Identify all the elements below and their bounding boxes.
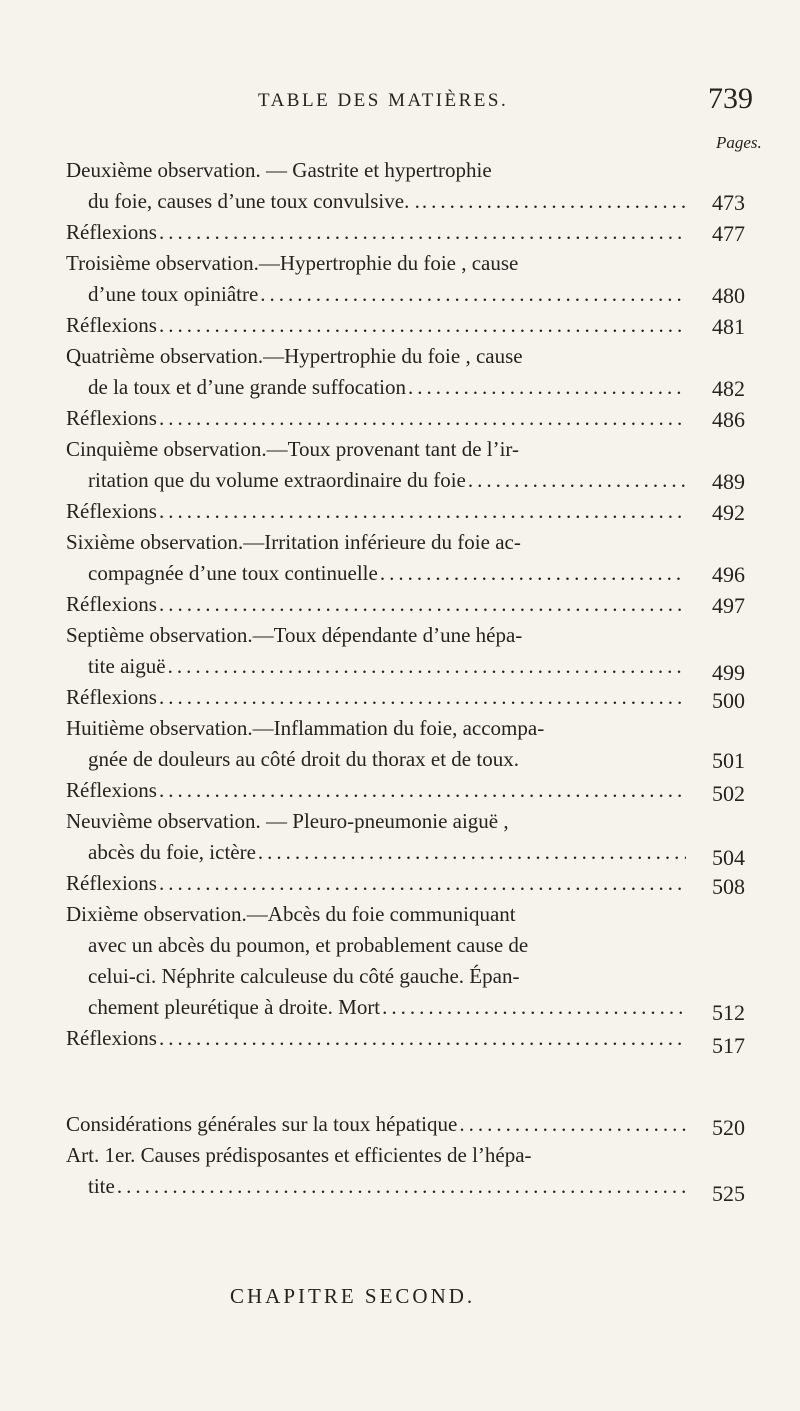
toc-page-number: 504 bbox=[712, 845, 745, 870]
toc-entry: gnée de douleurs au côté droit du thorax et de toux. bbox=[88, 747, 519, 771]
toc-entry: compagnée d’une toux continuelle ..... bbox=[88, 561, 686, 591]
toc-entry: du foie, causes d’une toux convulsive. . ..... bbox=[88, 189, 686, 219]
toc-entry-title: Sixième observation.—Irritation inférieure du foie ac- bbox=[66, 530, 521, 554]
toc-page-number: 500 bbox=[712, 688, 745, 713]
toc-entry-title: Septième observation.—Toux dépendante d’une hépa- bbox=[66, 623, 523, 647]
toc-page-number: 499 bbox=[712, 660, 745, 685]
toc-entry: Considérations générales sur la toux hépatique ..... bbox=[66, 1112, 686, 1142]
toc-entry: abcès du foie, ictère ..... bbox=[88, 840, 686, 870]
toc-entry: chement pleurétique à droite. Mort ..... bbox=[88, 995, 686, 1025]
toc-entry: tite ..... bbox=[88, 1174, 686, 1204]
page-number: 739 bbox=[708, 82, 753, 115]
toc-page-number: 497 bbox=[712, 593, 745, 618]
pages-column-label: Pages. bbox=[716, 133, 762, 152]
toc-page-number: 520 bbox=[712, 1115, 745, 1140]
toc-entry: Réflexions ..... bbox=[66, 499, 686, 529]
toc-entry: Réflexions ..... bbox=[66, 220, 686, 250]
toc-page-number: 508 bbox=[712, 874, 745, 899]
toc-page-number: 496 bbox=[712, 562, 745, 587]
toc-entry-title: Neuvième observation. — Pleuro-pneumonie aiguë , bbox=[66, 809, 509, 833]
toc-entry-title: Art. 1er. Causes prédisposantes et efficientes de l’hépa- bbox=[66, 1143, 532, 1167]
toc-entry: Réflexions ..... bbox=[66, 313, 686, 343]
toc-entry-title: Troisième observation.—Hypertrophie du foie , cause bbox=[66, 251, 519, 275]
page-header bbox=[0, 82, 800, 122]
toc-entry: ritation que du volume extraordinaire du foie ..... bbox=[88, 468, 686, 498]
toc-page-number: 492 bbox=[712, 500, 745, 525]
toc-page-number: 473 bbox=[712, 190, 745, 215]
toc-entry-title: Deuxième observation. — Gastrite et hypertrophie bbox=[66, 158, 492, 182]
toc-page-number: 480 bbox=[712, 283, 745, 308]
toc-entry: celui-ci. Néphrite calculeuse du côté gauche. Épan- bbox=[88, 964, 520, 988]
toc-page-number: 512 bbox=[712, 1000, 745, 1025]
toc-entry-title: Huitième observation.—Inflammation du foie, accompa- bbox=[66, 716, 545, 740]
running-title: TABLE DES MATIÈRES. bbox=[258, 90, 509, 111]
toc-entry-title: Dixième observation.—Abcès du foie communiquant bbox=[66, 902, 516, 926]
toc-entry: tite aiguë ..... bbox=[88, 654, 686, 684]
chapter-heading: CHAPITRE SECOND. bbox=[230, 1284, 476, 1308]
toc-page-number: 481 bbox=[712, 314, 745, 339]
toc-page-number: 502 bbox=[712, 781, 745, 806]
toc-entry: avec un abcès du poumon, et probablement cause de bbox=[88, 933, 529, 957]
toc-entry: Réflexions ..... bbox=[66, 685, 686, 715]
toc-entry-title: Quatrième observation.—Hypertrophie du foie , cause bbox=[66, 344, 523, 368]
toc-entry: Réflexions ..... bbox=[66, 871, 686, 901]
toc-page-number: 489 bbox=[712, 469, 745, 494]
toc-page-number: 482 bbox=[712, 376, 745, 401]
toc-page-number: 477 bbox=[712, 221, 745, 246]
toc-entry: Réflexions ..... bbox=[66, 1026, 686, 1056]
toc-page-number: 517 bbox=[712, 1033, 745, 1058]
toc-entry-title: Cinquième observation.—Toux provenant tant de l’ir- bbox=[66, 437, 519, 461]
toc-entry: Réflexions ..... bbox=[66, 406, 686, 436]
toc-entry: de la toux et d’une grande suffocation ..... bbox=[88, 375, 686, 405]
toc-page-number: 501 bbox=[712, 748, 745, 773]
toc-page-number: 486 bbox=[712, 407, 745, 432]
toc-entry: d’une toux opiniâtre ..... bbox=[88, 282, 686, 312]
toc-entry: Réflexions ..... bbox=[66, 778, 686, 808]
toc-page-number: 525 bbox=[712, 1181, 745, 1206]
toc-entry: Réflexions ..... bbox=[66, 592, 686, 622]
